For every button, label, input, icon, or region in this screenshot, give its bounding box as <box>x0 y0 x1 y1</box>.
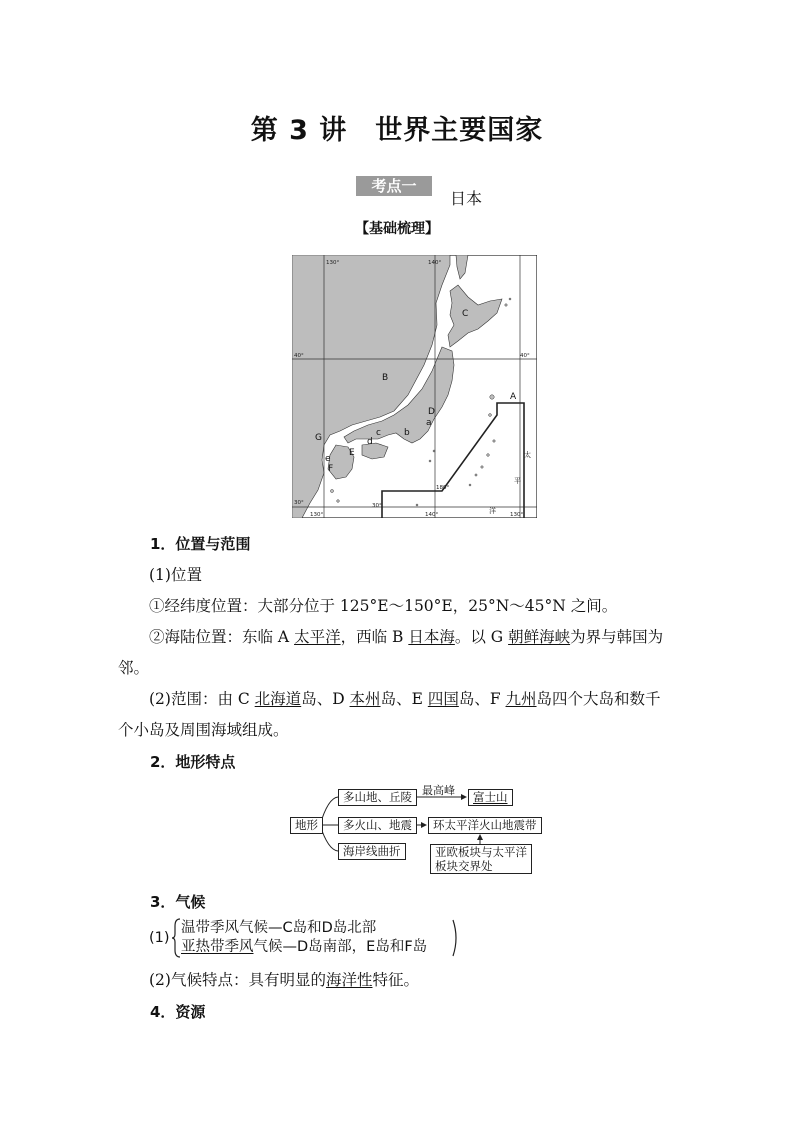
map-letter: b <box>404 428 410 438</box>
section-1-heading: 1．位置与范围 <box>150 535 251 553</box>
terrain-mt-fuji: 富士山 <box>468 789 513 806</box>
answer-sea-of-japan: 日本海 <box>408 628 455 646</box>
section-2-heading: 2．地形特点 <box>150 753 236 771</box>
lon-label: 130° <box>326 260 340 266</box>
answer-korea-strait: 朝鲜海峡 <box>508 628 571 646</box>
climate-temperate: 温带季风气候—C岛和D岛北部 <box>181 920 377 936</box>
page-title <box>0 108 794 147</box>
terrain-branch-mountains: 多山地、丘陵 <box>338 789 417 806</box>
climate-subtropical: 亚热带季风气候—D岛南部，E岛和F岛 <box>181 939 428 955</box>
terrain-root: 地形 <box>290 817 323 834</box>
climate-prefix: (1) <box>149 930 170 946</box>
japan-map <box>292 255 537 518</box>
shikoku <box>362 443 388 459</box>
sea-land-line: ②海陆位置：东临 A 太平洋，西临 B 日本海。以 G 朝鲜海峡为界与韩国为 <box>149 628 664 646</box>
terrain-branch-coastline: 海岸线曲折 <box>338 843 406 860</box>
map-letter: C <box>462 309 469 319</box>
terrain-diagram <box>280 778 540 878</box>
lat-label: 40° <box>520 353 530 359</box>
lon-label: 130° <box>510 512 524 518</box>
kaodian-topic: 日本 <box>450 189 483 208</box>
lat-label: 30° <box>294 500 304 506</box>
answer-pacific: 太平洋 <box>294 628 341 646</box>
lesson-topic: 世界主要国家 <box>375 115 544 146</box>
ocean-char: 平 <box>514 477 521 485</box>
map-letter: A <box>510 392 517 402</box>
answer-honshu: 本州 <box>349 690 381 708</box>
answer-maritime: 海洋性 <box>325 971 373 989</box>
map-letter: D <box>428 407 435 417</box>
map-letter: d <box>367 437 373 447</box>
answer-hokkaido: 北海道 <box>254 690 302 708</box>
section-tag: 【基础梳理】 <box>355 221 439 237</box>
arrow-label-highest-peak: 最高峰 <box>422 784 455 797</box>
terrain-plate-boundary: 亚欧板块与太平洋 板块交界处 <box>430 844 532 874</box>
lon-label: 140° <box>428 260 442 266</box>
terrain-ring-of-fire: 环太平洋火山地震带 <box>428 817 542 834</box>
map-letter: E <box>349 448 355 458</box>
map-letter: F <box>328 464 334 474</box>
lon-label: 180° <box>436 485 450 491</box>
terrain-branch-volcanoes: 多火山、地震 <box>338 817 417 834</box>
section-1-sub: (1)位置 <box>149 566 202 584</box>
left-brace-icon <box>171 918 181 958</box>
lat-label: 40° <box>294 353 304 359</box>
section-4-heading: 4．资源 <box>150 1003 206 1021</box>
climate-feature-line: (2)气候特点：具有明显的海洋性特征。 <box>149 971 419 989</box>
ocean-char: 洋 <box>489 507 496 515</box>
lat-label: 30° <box>372 503 382 509</box>
range-line: (2)范围：由 C 北海道岛、D 本州岛、E 四国岛、F 九州岛四个大岛和数千 <box>149 690 661 708</box>
map-letter: G <box>315 433 322 443</box>
lon-label: 130° <box>310 512 324 518</box>
map-letter: e <box>325 454 331 464</box>
kaodian-badge: 考点一 <box>356 176 432 196</box>
range-line-cont: 个小岛及周围海域组成。 <box>118 721 289 739</box>
sea-land-line-cont: 邻。 <box>118 659 150 677</box>
answer-kyushu: 九州 <box>505 690 537 708</box>
lon-label: 140° <box>425 512 439 518</box>
map-letter: a <box>426 418 432 428</box>
answer-shikoku: 四国 <box>427 690 459 708</box>
section-3-heading: 3．气候 <box>150 893 206 911</box>
right-paren-icon <box>451 918 461 958</box>
position-line: ①经纬度位置：大部分位于 125°E～150°E，25°N～45°N 之间。 <box>149 597 618 615</box>
map-letter: B <box>382 373 389 383</box>
ocean-char: 太 <box>524 451 531 459</box>
lesson-number: 第 3 讲 <box>250 115 348 146</box>
map-letter: c <box>376 428 381 438</box>
